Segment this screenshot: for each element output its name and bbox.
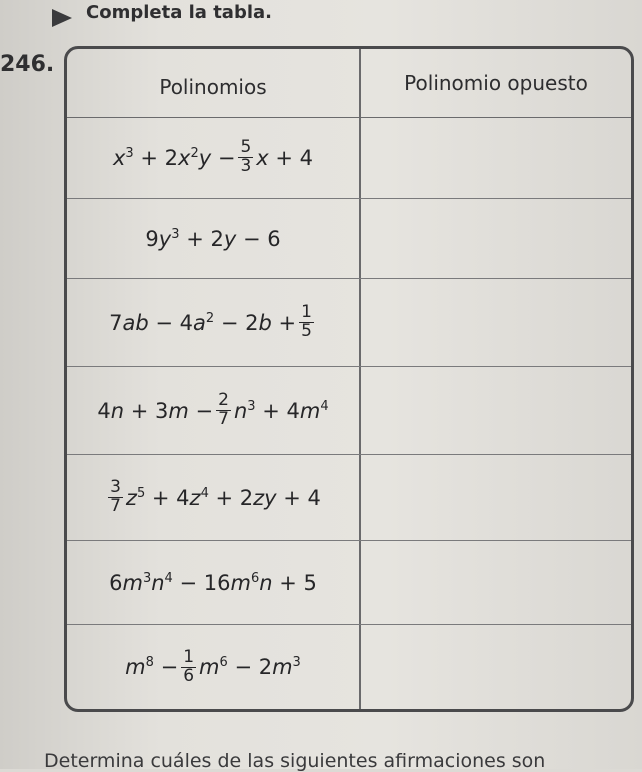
polynomial-cell: $9y^3 + 2y - 6$ [145, 226, 281, 251]
opposite-cell[interactable] [359, 541, 631, 624]
table-header-row [67, 49, 631, 118]
polynomial-cell: $m^8$ − $\frac{1}{6}$ $m^6 - 2m^3$ [125, 646, 301, 686]
header-polinomios: Polinomios [159, 75, 267, 99]
table-row [67, 279, 631, 367]
polynomial-cell: $x^3 + 2x^2y$ − $\frac{5}{3}$ x + 4 [112, 137, 314, 176]
polynomial-cell: 4n + 3m − $\frac{2}{7}$ $n^3 + 4m^4$ [97, 390, 329, 429]
footer-instruction: Determina cuáles de las siguientes afirmaciones son [44, 750, 546, 772]
table-row [67, 455, 631, 541]
triangle-bullet-icon [52, 9, 72, 27]
table-row [67, 117, 631, 199]
exercise-number: 246. [0, 52, 55, 77]
table-row [67, 625, 631, 709]
opposite-cell[interactable] [359, 625, 631, 709]
polynomial-cell: $6m^3n^4 - 16m^6n + 5$ [109, 570, 317, 595]
polynomial-cell: $\frac{3}{7}$ $z^5 + 4z^4 + 2zy + 4$ [110, 477, 321, 516]
opposite-cell[interactable] [359, 279, 631, 366]
opposite-cell[interactable] [359, 117, 631, 198]
polynomial-table [64, 46, 634, 712]
table-row [67, 367, 631, 455]
table-row [67, 541, 631, 625]
opposite-cell[interactable] [359, 199, 631, 278]
table-row [67, 199, 631, 279]
polynomial-cell: $7ab - 4a^2 - 2b$ + $\frac{1}{5}$ [109, 302, 312, 341]
opposite-cell[interactable] [359, 455, 631, 540]
instruction-text: Completa la tabla. [86, 2, 272, 23]
header-polinomio-opuesto: Polinomio opuesto [404, 71, 588, 95]
opposite-cell[interactable] [359, 367, 631, 454]
